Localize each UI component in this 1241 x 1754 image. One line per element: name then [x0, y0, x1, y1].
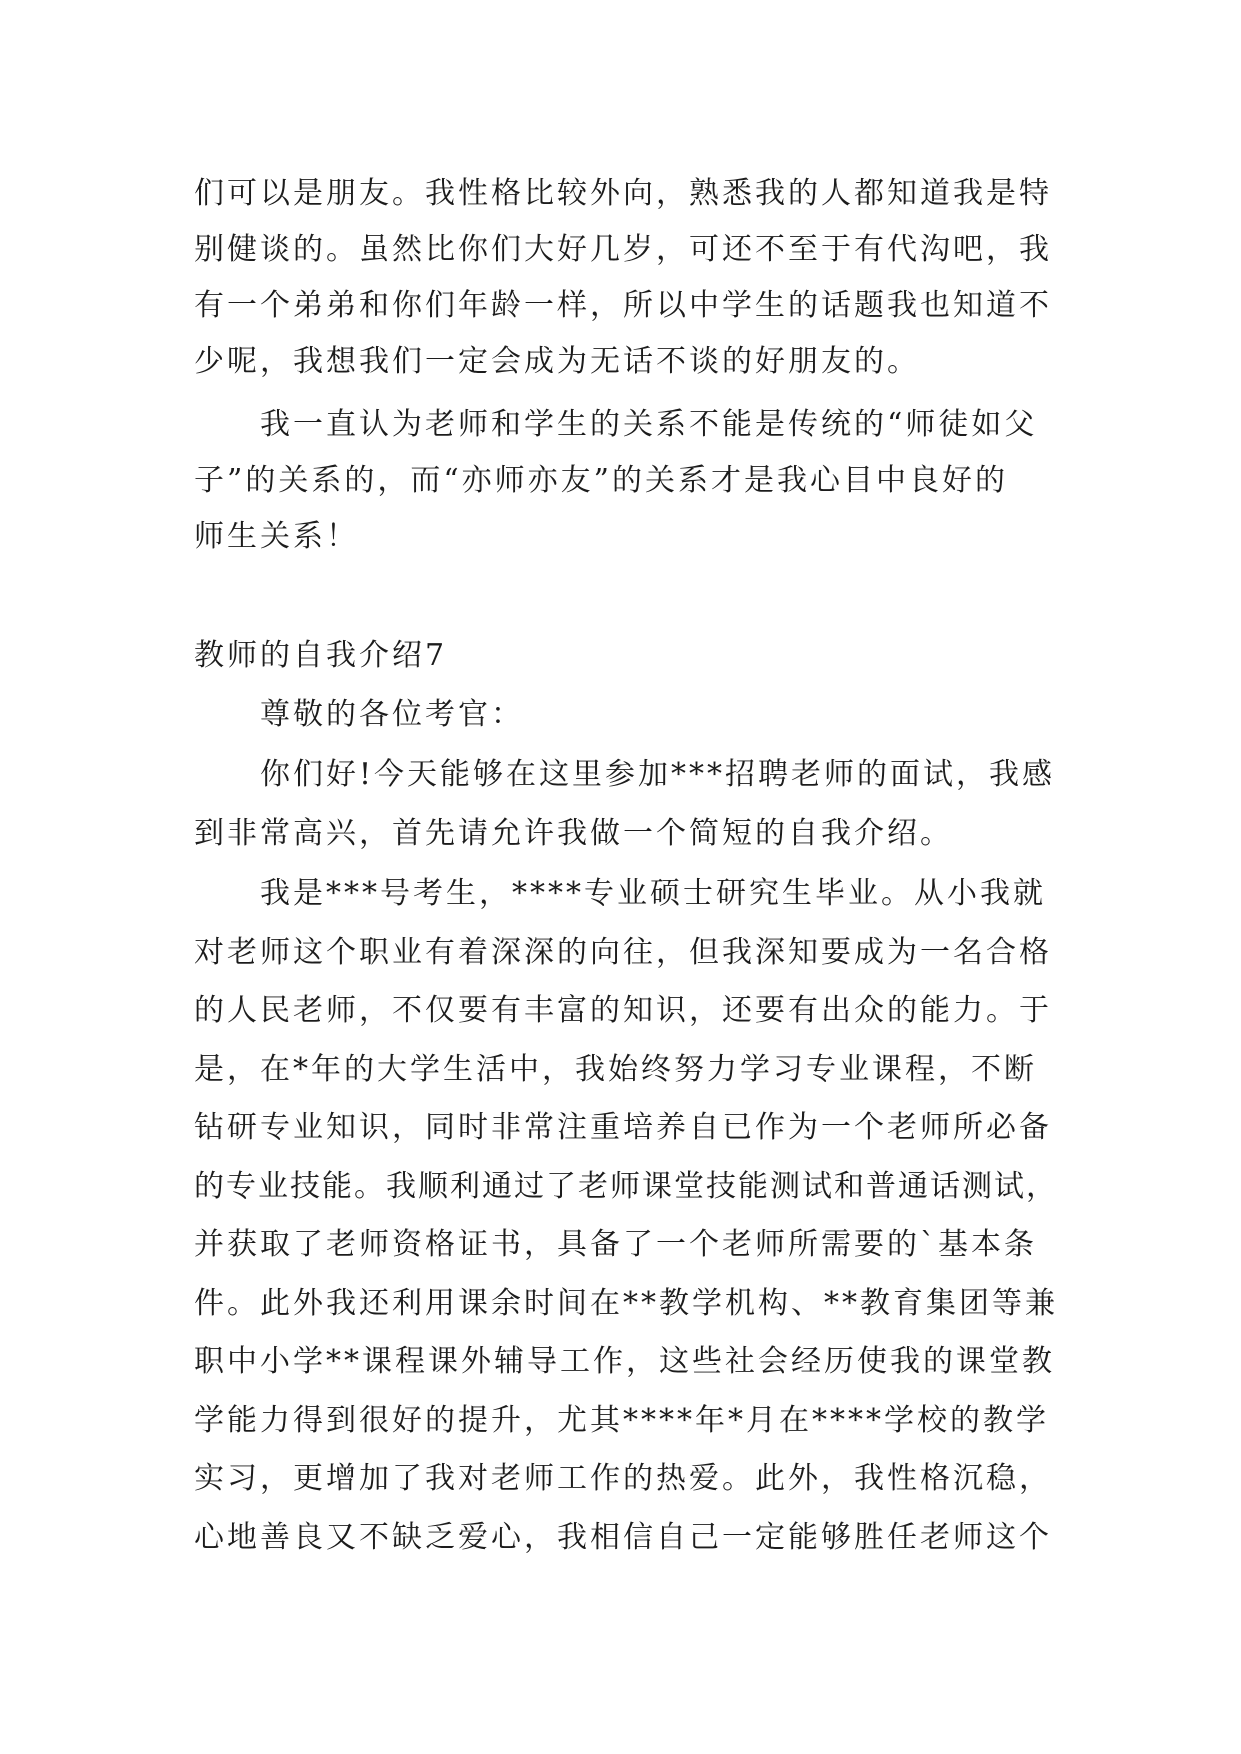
text-line: 钻研专业知识，同时非常注重培养自已作为一个老师所必备: [194, 1110, 1052, 1145]
text-line: 学能力得到很好的提升，尤其****年*月在****学校的教学: [194, 1402, 1049, 1438]
salutation: 尊敬的各位考官：: [260, 696, 524, 732]
section-teacher-self-introduction: [194, 627, 1094, 1567]
text-line: 件。此外我还利用课余时间在**教学机构、**教育集团等兼: [194, 1285, 1058, 1321]
text-line: 到非常高兴，首先请允许我做一个简短的自我介绍。: [194, 815, 953, 851]
paragraph: [194, 865, 1094, 1567]
text-line: 的人民老师，不仅要有丰富的知识，还要有出众的能力。于: [194, 993, 1052, 1028]
text-line: 实习，更增加了我对老师工作的热爱。此外，我性格沉稳，: [194, 1461, 1052, 1496]
text-line: 别健谈的。虽然比你们大好几岁，可还不至于有代沟吧，我: [194, 232, 1052, 267]
text-line: 并获取了老师资格证书，具备了一个老师所需要的`基本条: [194, 1227, 1037, 1262]
text-line: 职中小学**课程课外辅导工作，这些社会经历使我的课堂教: [194, 1344, 1055, 1379]
text-line: 少呢，我想我们一定会成为无话不谈的好朋友的。: [194, 344, 920, 379]
text-line: 我一直认为老师和学生的关系不能是传统的“师徒如父: [260, 407, 1038, 442]
text-line: 师生关系！: [194, 519, 359, 554]
text-line: 们可以是朋友。我性格比较外向，熟悉我的人都知道我是特: [194, 176, 1052, 211]
text-line: 我是***号考生，****专业硕士研究生毕业。从小我就: [260, 876, 1046, 911]
text-line: 心地善良又不缺乏爱心，我相信自己一定能够胜任老师这个: [194, 1519, 1052, 1555]
previous-section-continuation: [194, 166, 1094, 565]
text-line: 对老师这个职业有着深深的向往，但我深知要成为一名合格: [194, 934, 1052, 970]
text-line: 是，在*年的大学生活中，我始终努力学习专业课程，不断: [194, 1051, 1037, 1087]
section-heading: 教师的自我介绍7: [194, 638, 448, 673]
text-line: 子”的关系的，而“亦师亦友”的关系才是我心目中良好的: [194, 463, 1009, 498]
text-line: 有一个弟弟和你们年龄一样，所以中学生的话题我也知道不: [194, 288, 1052, 323]
paragraph: [194, 397, 1094, 565]
text-line: 的专业技能。我顺利通过了老师课堂技能测试和普通话测试，: [194, 1168, 1058, 1204]
paragraph: [194, 166, 1094, 390]
text-line: 你们好!今天能够在这里参加***招聘老师的面试，我感: [260, 757, 1056, 792]
paragraph: [194, 746, 1094, 863]
